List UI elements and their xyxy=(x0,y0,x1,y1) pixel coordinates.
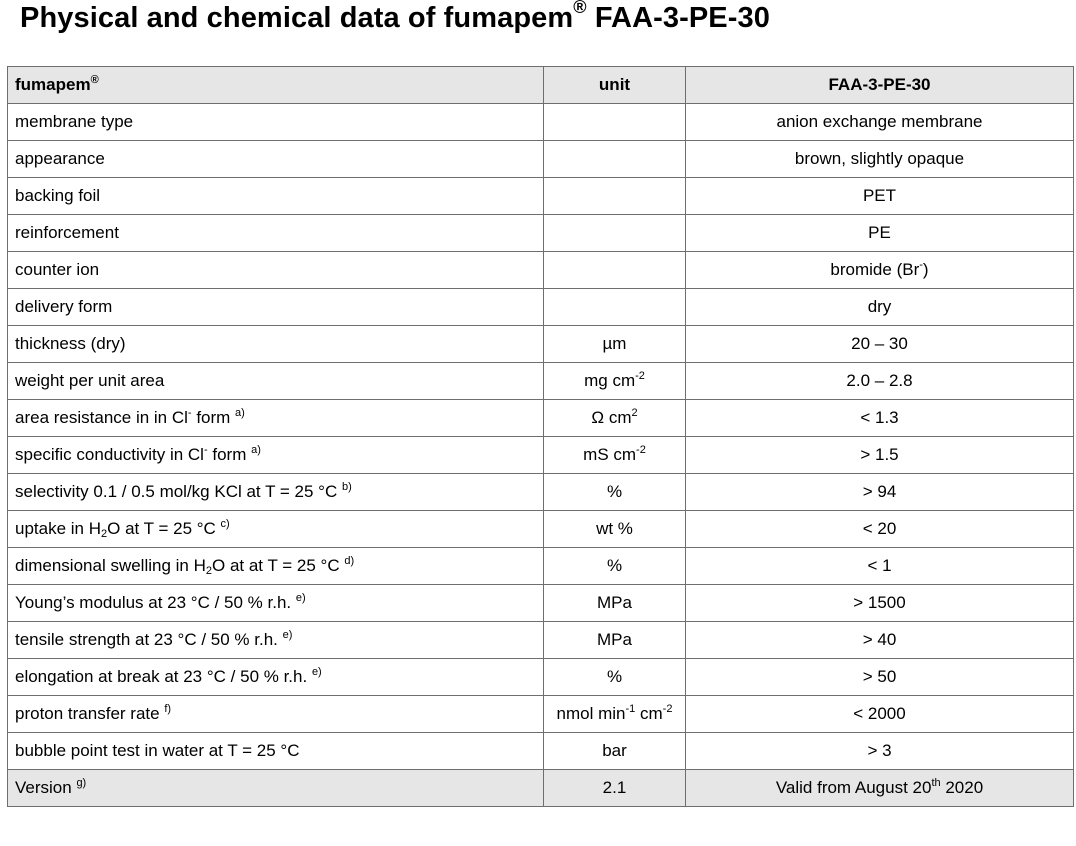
table-row xyxy=(8,548,1074,585)
value-cell: Valid from August 20th 2020 xyxy=(686,770,1074,807)
unit-cell: nmol $\min^{-1} cm^{-2}$ xyxy=(544,696,686,733)
unit-cell: µm xyxy=(544,326,686,363)
property-cell: Young’s modulus at 23 °C / 50 % r.h. $^{e)}$ xyxy=(8,585,544,622)
unit-cell: wt % xyxy=(544,511,686,548)
unit-cell: % xyxy=(544,548,686,585)
header-unit: unit xyxy=(544,67,686,104)
table-row xyxy=(8,178,1074,215)
property-cell: Version $^{g)}$ xyxy=(8,770,544,807)
value-cell: brown, slightly opaque xyxy=(686,141,1074,178)
value-cell: > 3 xyxy=(686,733,1074,770)
property-cell: weight per unit area xyxy=(8,363,544,400)
value-cell: bromide (Br-) xyxy=(686,252,1074,289)
table-row xyxy=(8,733,1074,770)
table-row xyxy=(8,474,1074,511)
unit-cell: MPa xyxy=(544,585,686,622)
property-cell: thickness (dry) xyxy=(8,326,544,363)
table-row xyxy=(8,215,1074,252)
property-cell: selectivity 0.1 / 0.5 mol/kg KCl at T = 25 °C $^{b)}$ xyxy=(8,474,544,511)
unit-cell xyxy=(544,289,686,326)
table-header-row xyxy=(8,67,1074,104)
unit-cell xyxy=(544,215,686,252)
table-row xyxy=(8,326,1074,363)
unit-cell xyxy=(544,178,686,215)
unit-cell: bar xyxy=(544,733,686,770)
value-cell: anion exchange membrane xyxy=(686,104,1074,141)
unit-cell xyxy=(544,141,686,178)
value-cell: PE xyxy=(686,215,1074,252)
unit-cell: % xyxy=(544,474,686,511)
unit-cell: Ω $cm^2$ xyxy=(544,400,686,437)
table-row xyxy=(8,622,1074,659)
unit-cell: mS $cm^{-2}$ xyxy=(544,437,686,474)
value-cell: > 50 xyxy=(686,659,1074,696)
table-row xyxy=(8,696,1074,733)
property-cell: membrane type xyxy=(8,104,544,141)
unit-cell: MPa xyxy=(544,622,686,659)
value-cell: < 1.3 xyxy=(686,400,1074,437)
unit-cell: % xyxy=(544,659,686,696)
header-property: fumapem® xyxy=(8,67,544,104)
value-cell: > 1500 xyxy=(686,585,1074,622)
value-cell: < 2000 xyxy=(686,696,1074,733)
unit-cell: 2.1 xyxy=(544,770,686,807)
table-row xyxy=(8,400,1074,437)
value-cell: PET xyxy=(686,178,1074,215)
table-row xyxy=(8,511,1074,548)
unit-cell xyxy=(544,104,686,141)
table-row xyxy=(8,141,1074,178)
value-cell: 20 – 30 xyxy=(686,326,1074,363)
property-cell: backing foil xyxy=(8,178,544,215)
table-row xyxy=(8,437,1074,474)
value-cell: > 94 xyxy=(686,474,1074,511)
value-cell: dry xyxy=(686,289,1074,326)
table-row xyxy=(8,289,1074,326)
value-cell: 2.0 – 2.8 xyxy=(686,363,1074,400)
property-cell: tensile strength at 23 °C / 50 % r.h. $^{e)}$ xyxy=(8,622,544,659)
property-cell: bubble point test in water at T = 25 °C xyxy=(8,733,544,770)
property-cell: counter ion xyxy=(8,252,544,289)
table-row xyxy=(8,252,1074,289)
table-row xyxy=(8,659,1074,696)
header-product: FAA-3-PE-30 xyxy=(686,67,1074,104)
value-cell: > 1.5 xyxy=(686,437,1074,474)
data-table xyxy=(7,66,1074,807)
property-cell: reinforcement xyxy=(8,215,544,252)
table-row xyxy=(8,585,1074,622)
table-row xyxy=(8,104,1074,141)
property-cell: specific conductivity in Cl- form $^{a)}$ xyxy=(8,437,544,474)
property-cell: dimensional swelling in $H_2O$ at at T = 25 °C $^{d)}$ xyxy=(8,548,544,585)
unit-cell: mg $cm^{-2}$ xyxy=(544,363,686,400)
property-cell: appearance xyxy=(8,141,544,178)
value-cell: > 40 xyxy=(686,622,1074,659)
value-cell: < 20 xyxy=(686,511,1074,548)
value-cell: < 1 xyxy=(686,548,1074,585)
version-row xyxy=(8,770,1074,807)
registered-mark: ® xyxy=(573,0,587,17)
page-title: Physical and chemical data of fumapem® FAA-3-PE-30 xyxy=(20,2,770,35)
property-cell: proton transfer rate $^{f)}$ xyxy=(8,696,544,733)
property-cell: delivery form xyxy=(8,289,544,326)
unit-cell xyxy=(544,252,686,289)
table-row xyxy=(8,363,1074,400)
property-cell: area resistance in in Cl- form $^{a)}$ xyxy=(8,400,544,437)
property-cell: uptake in $H_2O$ at T = 25 °C $^{c)}$ xyxy=(8,511,544,548)
property-cell: elongation at break at 23 °C / 50 % r.h. $^{e)}$ xyxy=(8,659,544,696)
